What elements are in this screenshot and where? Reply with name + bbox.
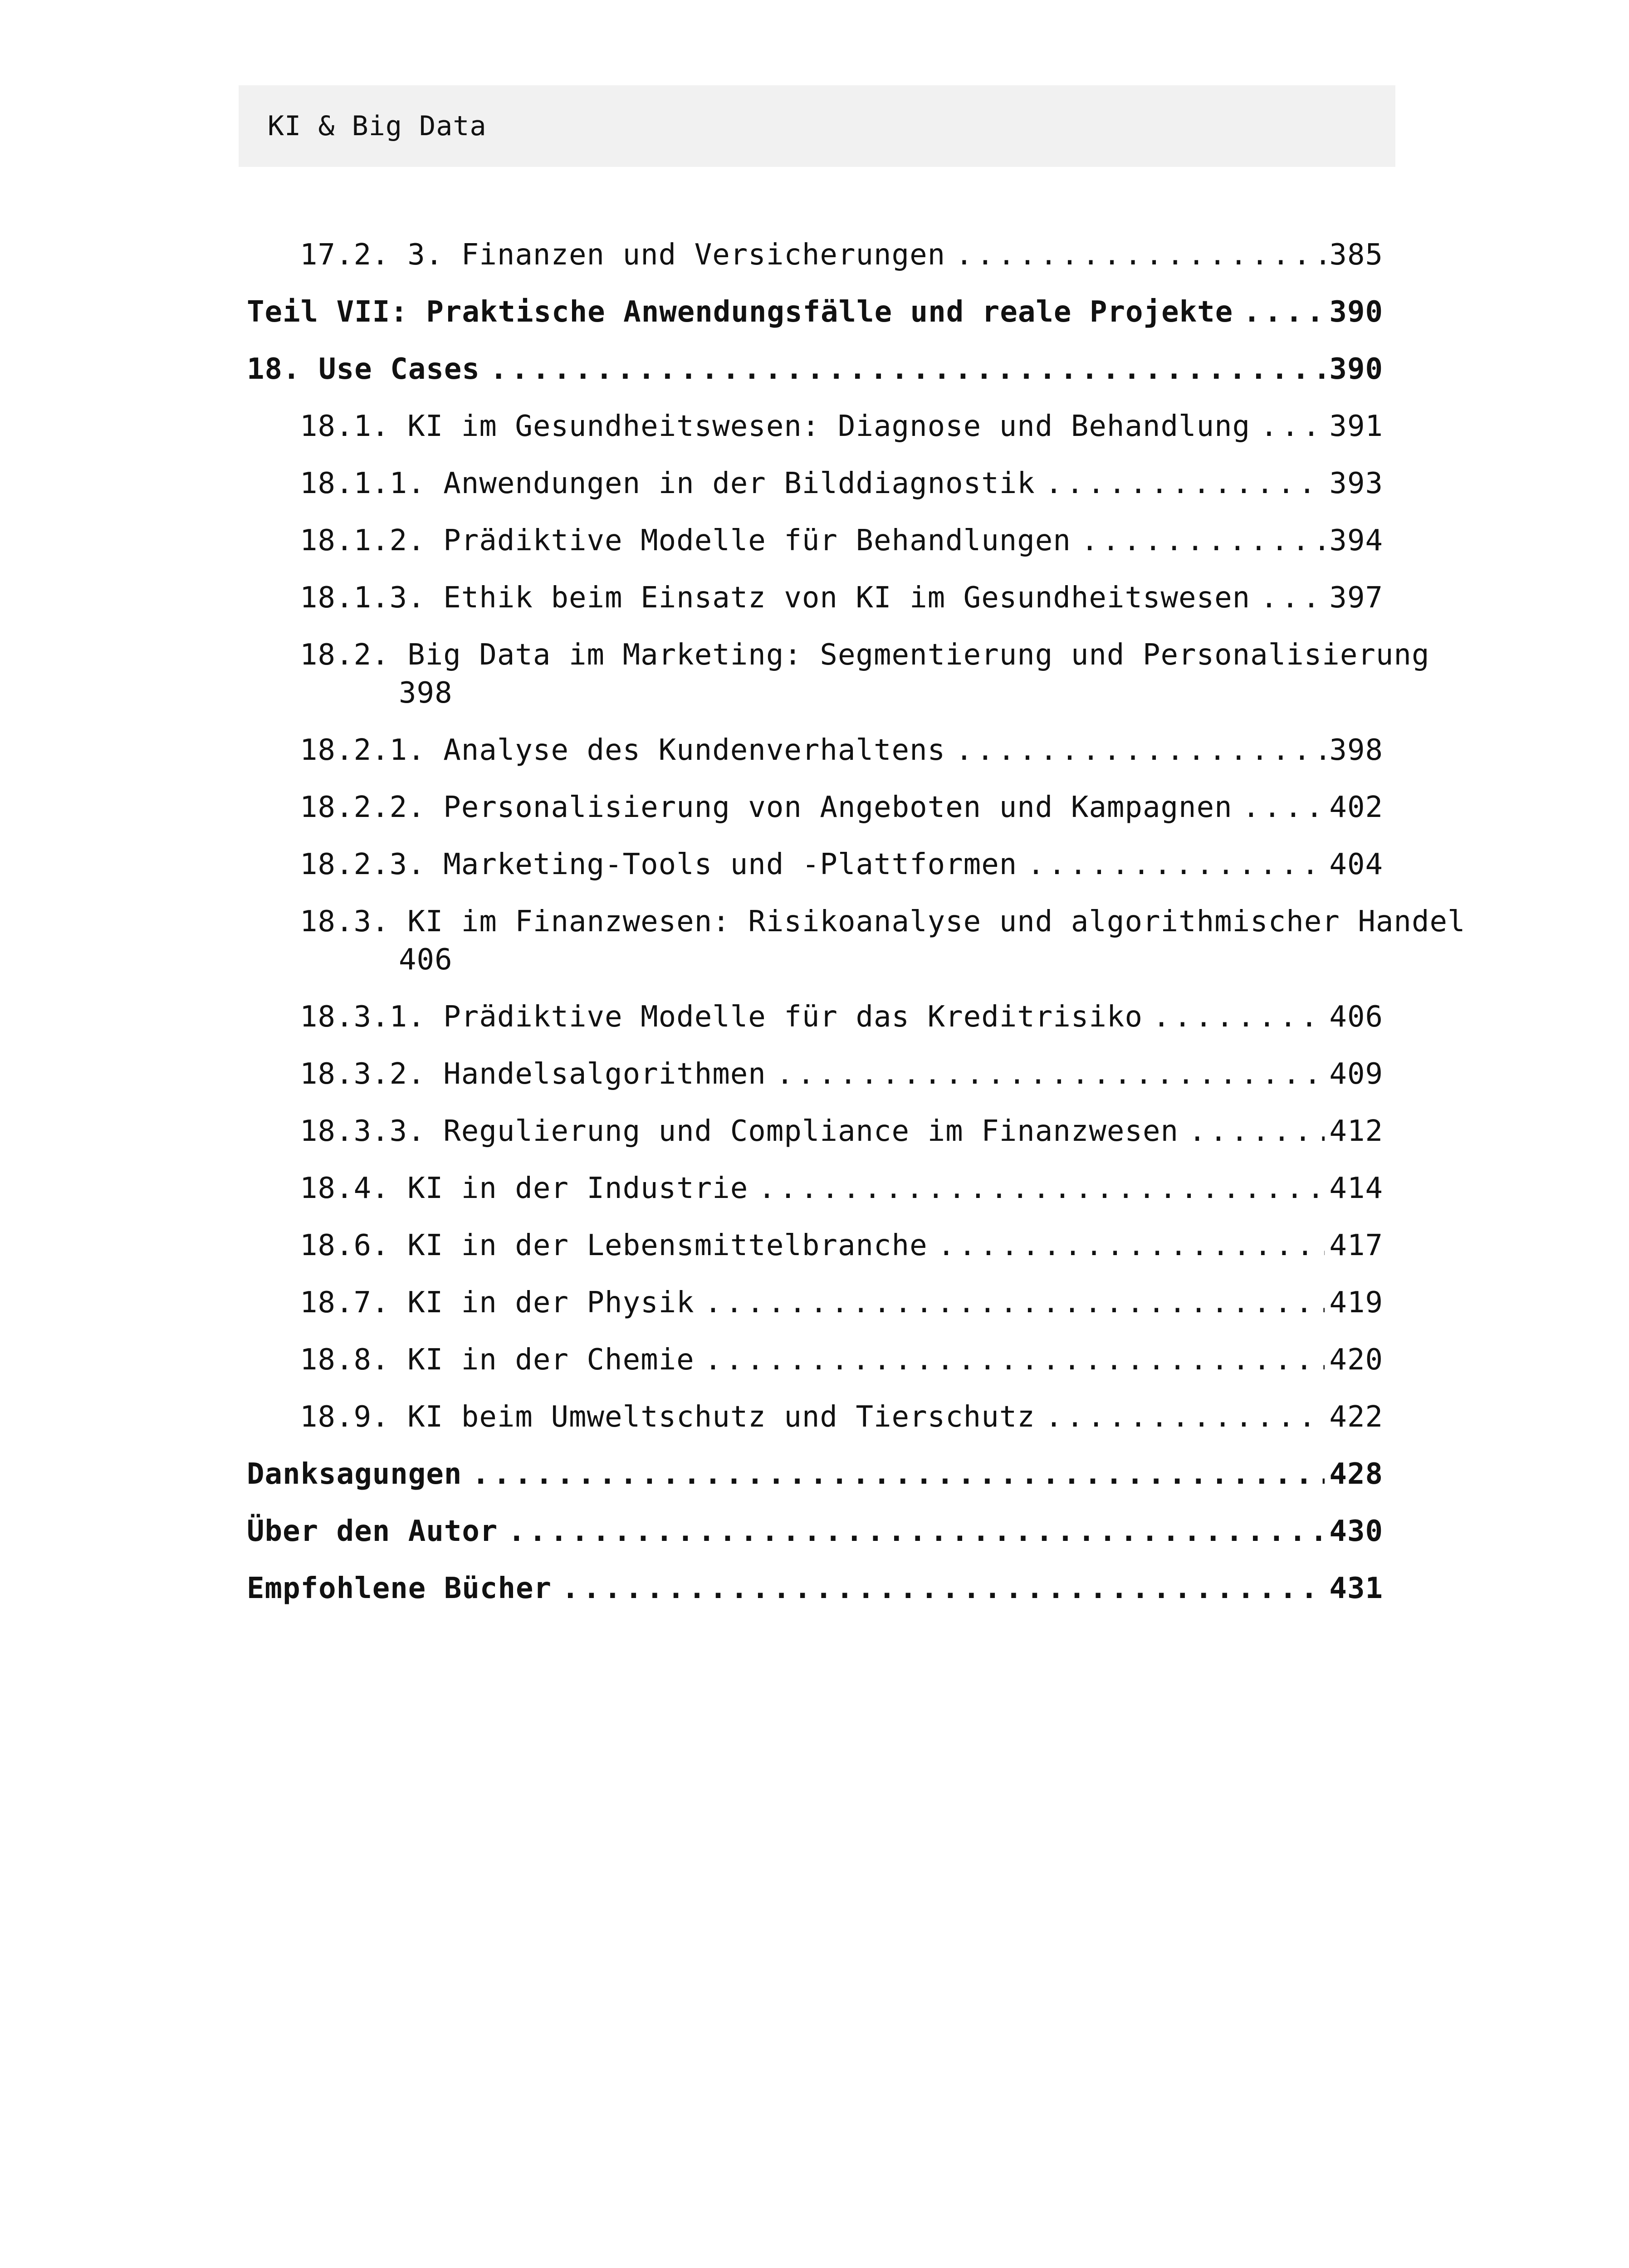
toc-entry-title: 18.8. KI in der Chemie [300, 1343, 695, 1377]
toc-entry-title: 18.3.1. Prädiktive Modelle für das Kreditrisiko [300, 1000, 1143, 1034]
dot-leader [562, 1569, 1325, 1608]
toc-entry[interactable] [247, 998, 1383, 1036]
dot-leader [490, 350, 1325, 388]
toc-entry[interactable] [247, 1112, 1383, 1150]
toc-entry-title: 18.4. KI in der Industrie [300, 1172, 748, 1205]
toc-entry-page: 398 [399, 676, 453, 710]
toc-entry[interactable] [247, 350, 1383, 388]
toc-entry[interactable] [247, 846, 1383, 884]
toc-entry-page: 385 [1329, 238, 1383, 272]
toc-entry-title: 18.9. KI beim Umweltschutz und Tierschutz [300, 1400, 1035, 1434]
toc-entry-page: 428 [1329, 1457, 1383, 1491]
book-title: KI & Big Data [268, 110, 487, 142]
toc-entry[interactable] [247, 1341, 1383, 1379]
toc-entry-title: Danksagungen [247, 1457, 462, 1491]
dot-leader [472, 1455, 1325, 1493]
toc-entry[interactable] [247, 1227, 1383, 1265]
toc-entry[interactable] [247, 293, 1383, 331]
toc-entry[interactable] [247, 236, 1383, 274]
toc-entry-title: Empfohlene Bücher [247, 1572, 552, 1605]
toc-entry-title: 18.1.2. Prädiktive Modelle für Behandlungen [300, 524, 1071, 557]
dot-leader [704, 1341, 1325, 1379]
toc-entry-page: 391 [1329, 410, 1383, 443]
dot-leader [1260, 407, 1325, 445]
toc-entry[interactable] [247, 1569, 1383, 1608]
toc-entry-page: 409 [1329, 1057, 1383, 1091]
toc-entry-title: 18.7. KI in der Physik [300, 1286, 695, 1320]
dot-leader [776, 1055, 1325, 1093]
toc-entry-page: 420 [1329, 1343, 1383, 1377]
toc-entry-page: 397 [1329, 581, 1383, 615]
toc-entry-title: 18. Use Cases [247, 352, 480, 386]
toc-entry-page: 419 [1329, 1286, 1383, 1320]
toc-entry[interactable] [247, 788, 1383, 826]
toc-entry[interactable] [247, 1169, 1383, 1207]
toc-entry-title: 18.2.1. Analyse des Kundenverhaltens [300, 733, 946, 767]
toc-entry[interactable] [247, 1512, 1383, 1550]
toc-entry[interactable] [247, 1284, 1383, 1322]
toc-entry-title: 17.2. 3. Finanzen und Versicherungen [300, 238, 946, 272]
toc-entry-title: 18.3. KI im Finanzwesen: Risikoanalyse und algorithmischer Handel [300, 905, 1466, 938]
toc-entry[interactable] [247, 522, 1383, 560]
toc-entry-page: 398 [1329, 733, 1383, 767]
toc-entry[interactable] [247, 464, 1383, 503]
toc-entry-title: Teil VII: Praktische Anwendungsfälle und reale Projekte [247, 295, 1233, 329]
toc-entry[interactable] [247, 407, 1383, 445]
toc-entry-title: Über den Autor [247, 1515, 498, 1548]
dot-leader [1243, 293, 1325, 331]
dot-leader [1045, 464, 1325, 503]
table-of-contents [247, 236, 1466, 1627]
toc-entry-title: 18.3.2. Handelsalgorithmen [300, 1057, 766, 1091]
dot-leader [1153, 998, 1325, 1036]
toc-entry-page: 394 [1329, 524, 1383, 557]
toc-entry-page: 417 [1329, 1229, 1383, 1262]
toc-entry-page: 412 [1329, 1114, 1383, 1148]
toc-entry[interactable] [247, 731, 1383, 769]
dot-leader [1189, 1112, 1325, 1150]
toc-entry-page: 422 [1329, 1400, 1383, 1434]
toc-entry[interactable] [247, 1455, 1383, 1493]
toc-entry-page: 430 [1329, 1515, 1383, 1548]
toc-entry-page: 404 [1329, 848, 1383, 881]
dot-leader [955, 236, 1325, 274]
toc-entry-title: 18.3.3. Regulierung und Compliance im Finanzwesen [300, 1114, 1179, 1148]
running-header [239, 85, 1395, 167]
dot-leader [1260, 579, 1325, 617]
toc-entry-page: 406 [1329, 1000, 1383, 1034]
toc-entry-title: 18.6. KI in der Lebensmittelbranche [300, 1229, 928, 1262]
toc-entry-title: 18.1.3. Ethik beim Einsatz von KI im Gesundheitswesen [300, 581, 1251, 615]
dot-leader [938, 1227, 1325, 1265]
toc-entry-page: 390 [1329, 352, 1383, 386]
dot-leader [704, 1284, 1325, 1322]
toc-entry[interactable] [247, 903, 1466, 979]
dot-leader [1045, 1398, 1325, 1436]
toc-entry-title: 18.1. KI im Gesundheitswesen: Diagnose und Behandlung [300, 410, 1251, 443]
toc-entry-title: 18.2.3. Marketing-Tools und -Plattformen [300, 848, 1018, 881]
toc-entry[interactable] [247, 1055, 1383, 1093]
dot-leader [1243, 788, 1325, 826]
dot-leader [1081, 522, 1325, 560]
dot-leader [758, 1169, 1325, 1207]
toc-entry-page: 402 [1329, 791, 1383, 824]
toc-entry-page: 431 [1329, 1572, 1383, 1605]
toc-entry-title: 18.1.1. Anwendungen in der Bilddiagnostik [300, 467, 1035, 500]
toc-entry[interactable] [247, 1398, 1383, 1436]
toc-entry-page: 406 [399, 943, 453, 977]
toc-entry-page: 393 [1329, 467, 1383, 500]
toc-entry[interactable] [247, 636, 1430, 712]
dot-leader [508, 1512, 1325, 1550]
toc-entry-page: 390 [1329, 295, 1383, 329]
toc-entry[interactable] [247, 579, 1383, 617]
toc-entry-title: 18.2.2. Personalisierung von Angeboten und Kampagnen [300, 791, 1233, 824]
dot-leader [955, 731, 1325, 769]
dot-leader [1027, 846, 1325, 884]
toc-entry-page: 414 [1329, 1172, 1383, 1205]
toc-entry-title: 18.2. Big Data im Marketing: Segmentierung und Personalisierung [300, 638, 1430, 672]
